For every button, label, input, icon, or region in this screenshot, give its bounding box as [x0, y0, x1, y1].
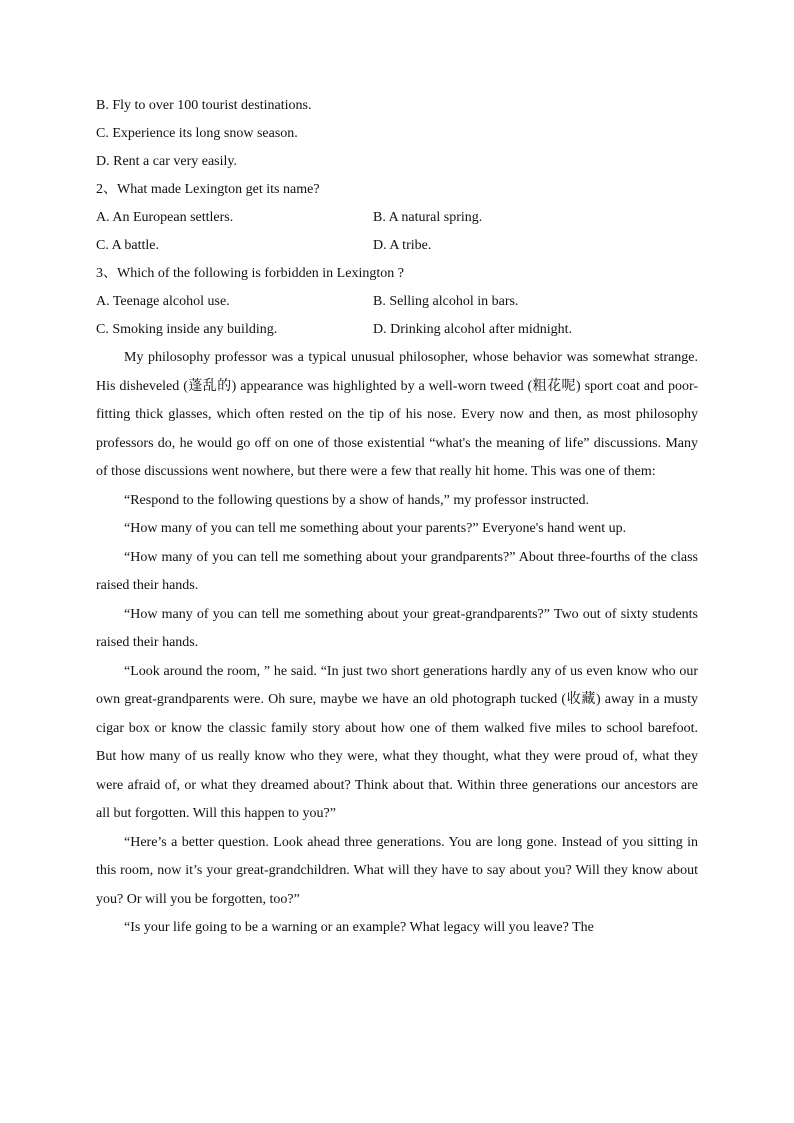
q1-option-b: B. Fly to over 100 tourist destinations.	[96, 98, 312, 113]
reading-passage	[96, 344, 698, 943]
q2-option-c: C. A battle.	[96, 238, 159, 253]
q3-question: 3、Which of the following is forbidden in Lexington ?	[96, 266, 404, 281]
q2-option-a: A. An European settlers.	[96, 210, 234, 225]
passage-paragraph-3: “How many of you can tell me something about your parents?” Everyone's hand went up.	[124, 521, 627, 536]
passage-paragraph-8: “Is your life going to be a warning or an example? What legacy will you leave? The	[124, 920, 594, 935]
q3-option-a: A. Teenage alcohol use.	[96, 294, 230, 309]
q3-options-row-2	[96, 316, 698, 344]
q2-options-row-1	[96, 204, 698, 232]
q1-option-c: C. Experience its long snow season.	[96, 126, 298, 141]
q3-option-c: C. Smoking inside any building.	[96, 322, 278, 337]
q3-option-b: B. Selling alcohol in bars.	[373, 294, 519, 309]
passage-paragraph-1: My philosophy professor was a typical unusual philosopher, whose behavior was somewhat strange. His disheveled (蓬乱的) appearance was highlighted by a well-worn tweed (粗花呢) sport coat and poor-fitting thick glasses, which often rested on the tip of his nose. Every now and then, as most philosophy professors do, he would go off on one of those existential “what's the meaning of life” discussions. Many of those discussions went nowhere, but there were a few that really hit home. This was one of them:	[96, 350, 698, 479]
passage-paragraph-4: “How many of you can tell me something about your grandparents?” About three-fourths of the class raised their hands.	[96, 549, 698, 593]
passage-paragraph-7: “Here’s a better question. Look ahead three generations. You are long gone. Instead of you sitting in this room, now it’s your great-grandchildren. What will they have to say about you? Will they know about you? Or will you be forgotten, too?”	[96, 834, 698, 907]
document-page	[96, 92, 698, 943]
q2-question: 2、What made Lexington get its name?	[96, 182, 320, 197]
passage-paragraph-5: “How many of you can tell me something about your great-grandparents?” Two out of sixty students raised their hands.	[96, 606, 698, 650]
q2-option-d: D. A tribe.	[373, 238, 432, 253]
q2-option-b: B. A natural spring.	[373, 210, 483, 225]
q3-options-row-1	[96, 288, 698, 316]
passage-paragraph-2: “Respond to the following questions by a show of hands,” my professor instructed.	[124, 492, 590, 508]
q3-option-d: D. Drinking alcohol after midnight.	[373, 322, 573, 337]
q1-option-d: D. Rent a car very easily.	[96, 154, 237, 169]
passage-paragraph-6: “Look around the room, ” he said. “In just two short generations hardly any of us even know who our own great-grandparents were. Oh sure, maybe we have an old photograph tucked (收藏) away in a musty cigar box or know the classic family story about how one of them walked five miles to school barefoot. But how many of us really know who they were, what they thought, what they were proud of, what they were afraid of, or what they dreamed about? Think about that. Within three generations our ancestors are all but forgotten. Will this happen to you?”	[96, 663, 698, 821]
q2-options-row-2	[96, 232, 698, 260]
